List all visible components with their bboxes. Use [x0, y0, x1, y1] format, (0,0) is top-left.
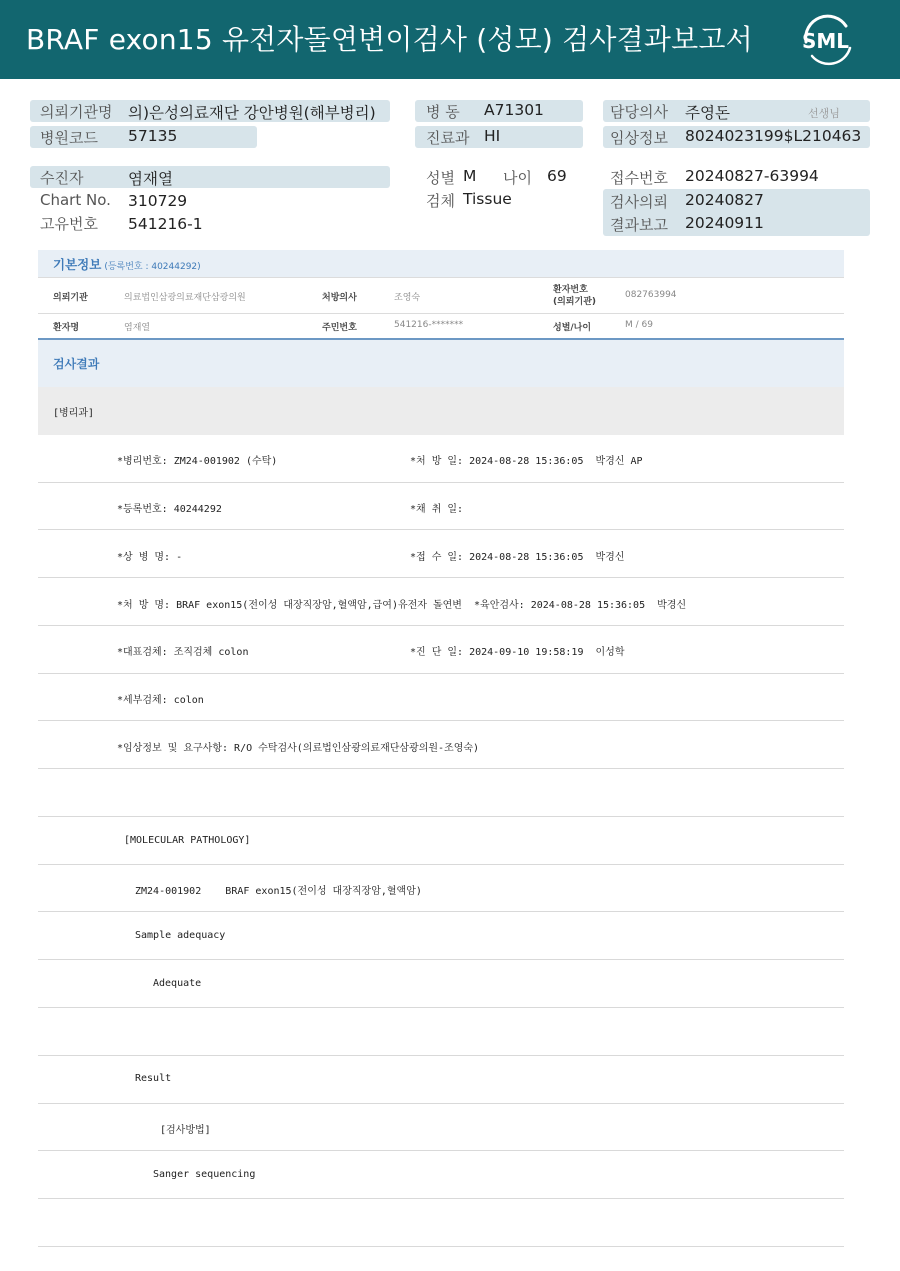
- age-label: 나이: [503, 169, 532, 187]
- rule-8: [38, 816, 844, 817]
- presc-value: 조영숙: [394, 293, 421, 303]
- specimen-label: 검체: [426, 192, 455, 210]
- pname-value: 염재열: [124, 323, 151, 333]
- clinical-value: 8024023199$L210463: [685, 127, 862, 145]
- prescription-date: *처 방 일: 2024-08-28 15:36:05 박경신 AP: [410, 456, 643, 467]
- report-value: 20240911: [685, 214, 764, 232]
- sexage-label: 성별/나이: [553, 323, 592, 333]
- receipt-label: 접수번호: [610, 169, 668, 187]
- hospital-label: 의뢰기관명: [40, 103, 113, 121]
- report-header: [0, 0, 900, 79]
- rule-3: [38, 577, 844, 578]
- request-label: 검사의뢰: [610, 193, 668, 211]
- age-value: 69: [547, 167, 567, 185]
- method-value: Sanger sequencing: [153, 1169, 256, 1180]
- doctor-value: 주영돈: [685, 104, 730, 122]
- sml-logo: [796, 12, 858, 68]
- method-label: [검사방법]: [160, 1125, 211, 1136]
- rule-13: [38, 1055, 844, 1056]
- receipt-date: *접 수 일: 2024-08-28 15:36:05 박경신: [410, 552, 625, 563]
- uid-label: 고유번호: [40, 215, 98, 233]
- diagnosis-date: *진 단 일: 2024-09-10 19:58:19 이성학: [410, 647, 625, 658]
- rrn-value: 541216-*******: [394, 320, 464, 330]
- basic-divider: [38, 277, 844, 278]
- registration-number: *등록번호: 40244292: [117, 504, 222, 515]
- rule-5: [38, 673, 844, 674]
- ward-value: A71301: [484, 101, 544, 119]
- inst-value: 의료법인삼광의료재단삼광의원: [124, 293, 246, 303]
- doctor-suffix: 선생님: [808, 107, 840, 120]
- sample-adequacy-value: Adequate: [153, 978, 202, 989]
- inst-label: 의뢰기관: [53, 293, 88, 303]
- dept-label: 진료과: [426, 129, 470, 147]
- uid-value: 541216-1: [128, 215, 203, 233]
- result-label: Result: [135, 1073, 172, 1084]
- sample-adequacy-label: Sample adequacy: [135, 930, 226, 941]
- molecular-case-line: ZM24-001902 BRAF exon15(전이성 대장직장암,혈액암): [135, 886, 422, 897]
- sexage-value: M / 69: [625, 320, 653, 330]
- clinical-label: 임상정보: [610, 129, 668, 147]
- dept-row: [38, 387, 844, 435]
- chart-label: Chart No.: [40, 191, 111, 209]
- hospital-value: 의)은성의료재단 강안병원(해부병리): [128, 104, 376, 122]
- rule-6: [38, 720, 844, 721]
- code-value: 57135: [128, 127, 178, 145]
- rule-4: [38, 625, 844, 626]
- patient-label: 수진자: [40, 169, 84, 187]
- code-label: 병원코드: [40, 129, 98, 147]
- result-header: 검사결과: [38, 338, 844, 387]
- basic-divider-2: [38, 313, 844, 314]
- rule-11: [38, 959, 844, 960]
- rule-2: [38, 529, 844, 530]
- specimen-value: Tissue: [463, 190, 512, 208]
- pid-value: 082763994: [625, 290, 677, 300]
- chart-value: 310729: [128, 192, 188, 210]
- presc-label: 처방의사: [322, 293, 357, 303]
- collection-date: *채 취 일:: [410, 504, 464, 515]
- rule-10: [38, 911, 844, 912]
- diagnosis-name: *상 병 명: -: [117, 552, 183, 563]
- rule-9: [38, 864, 844, 865]
- patient-pill: [30, 166, 390, 188]
- sex-value: M: [463, 167, 477, 185]
- report-title: BRAF exon15 유전자돌연변이검사 (성모) 검사결과보고서: [26, 23, 753, 56]
- report-label: 결과보고: [610, 216, 668, 234]
- pid-label: 환자번호 (의뢰기관): [553, 285, 597, 307]
- svg-text:SML: SML: [802, 29, 850, 53]
- rule-12: [38, 1007, 844, 1008]
- sex-label: 성별: [426, 169, 455, 187]
- basic-info-title: 기본정보 (등록번호 : 40244292): [53, 257, 201, 272]
- molecular-pathology-heading: [MOLECULAR PATHOLOGY]: [124, 835, 251, 846]
- request-value: 20240827: [685, 191, 764, 209]
- rule-14: [38, 1103, 844, 1104]
- dept-value: HI: [484, 127, 501, 145]
- detail-specimen: *세부검체: colon: [117, 695, 204, 706]
- dept-text: [병리과]: [53, 408, 95, 419]
- ward-label: 병 동: [426, 103, 460, 121]
- rrn-label: 주민번호: [322, 323, 357, 333]
- rule-7: [38, 768, 844, 769]
- receipt-value: 20240827-63994: [685, 167, 819, 185]
- clinical-request: *임상정보 및 요구사항: R/O 수탁검사(의료법인삼광의료재단삼광의원-조영숙): [117, 743, 480, 754]
- rule-1: [38, 482, 844, 483]
- rule-17: [38, 1246, 844, 1247]
- representative-specimen: *대표검체: 조직검체 colon: [117, 647, 249, 658]
- rule-16: [38, 1198, 844, 1199]
- pathology-number: *병리번호: ZM24-001902 (수탁): [117, 456, 278, 467]
- patient-value: 염재열: [128, 170, 173, 188]
- rule-15: [38, 1150, 844, 1151]
- doctor-label: 담당의사: [610, 103, 668, 121]
- pname-label: 환자명: [53, 323, 80, 333]
- prescription-name: *처 방 명: BRAF exon15(전이성 대장직장암,혈액암,급여)유전자 돌연변 *육안검사: 2024-08-28 15:36:05 박경신: [117, 600, 687, 611]
